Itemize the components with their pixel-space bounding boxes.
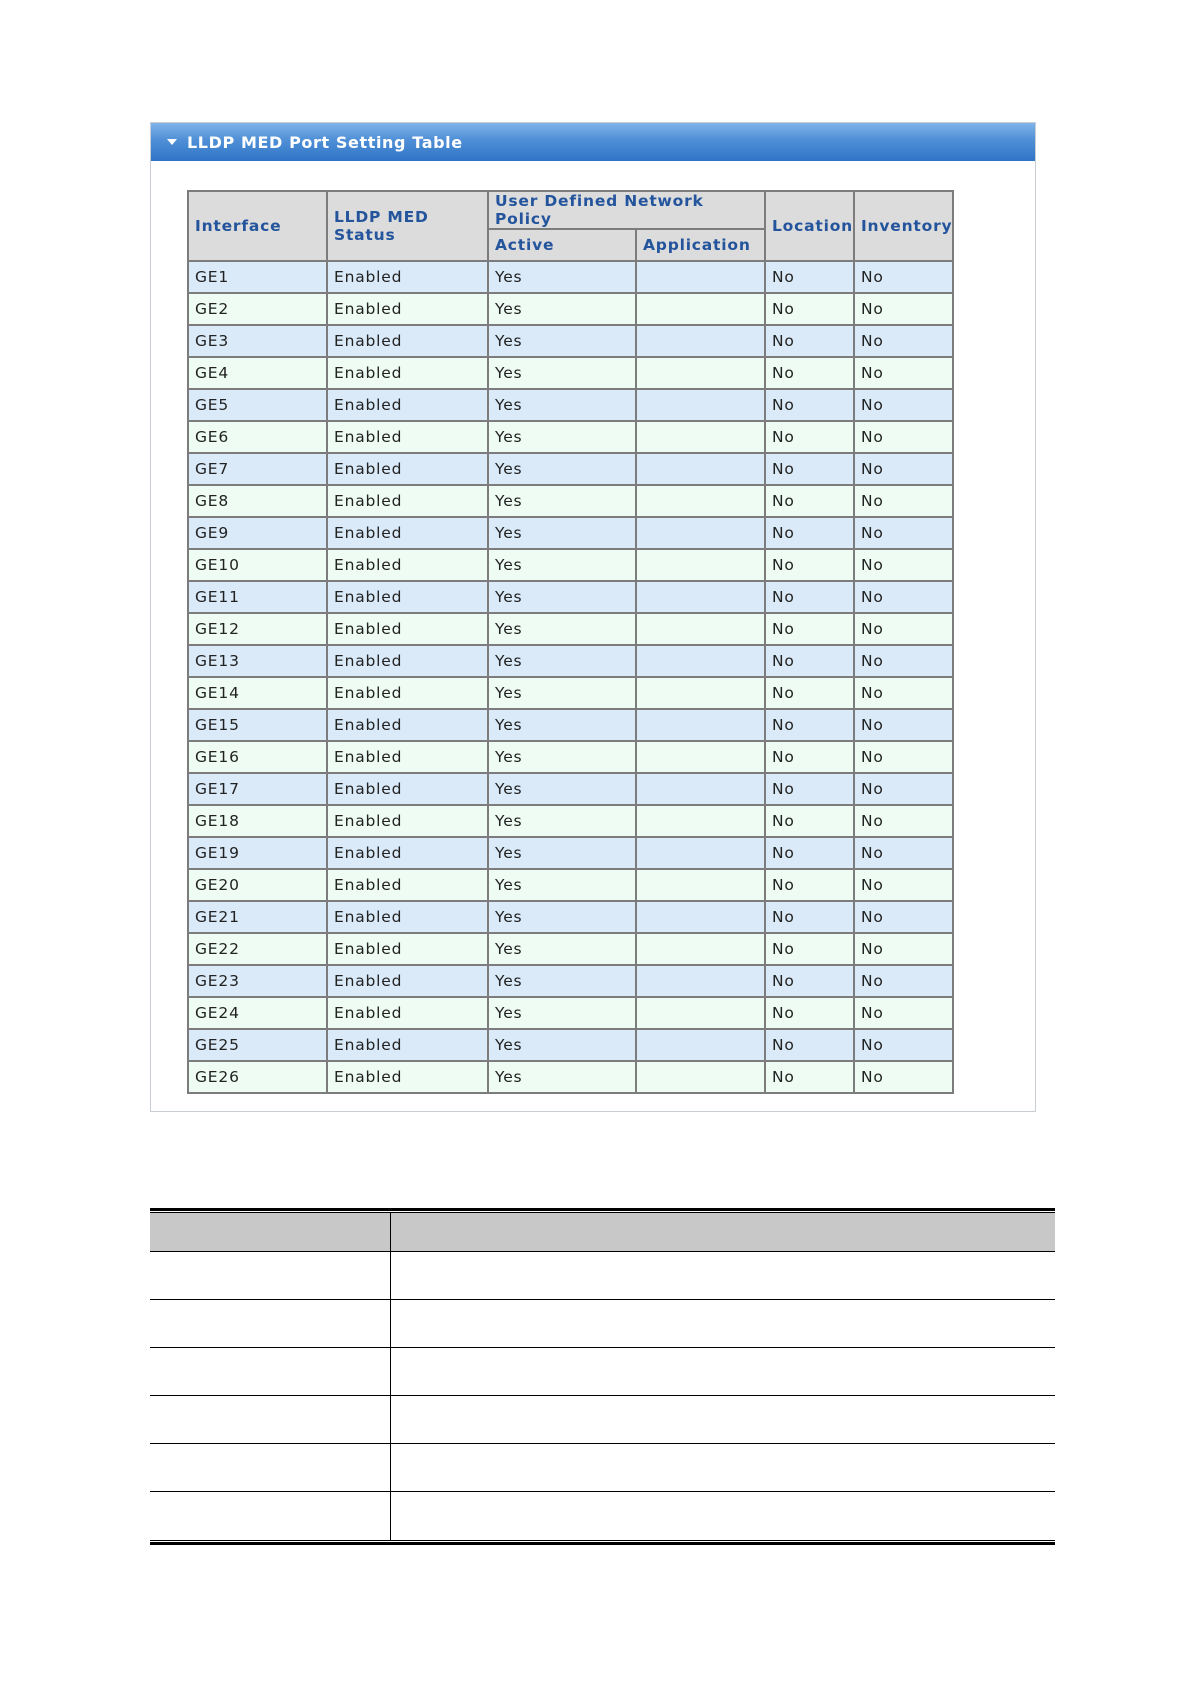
cell-location: No: [765, 389, 854, 421]
cell-location: No: [765, 773, 854, 805]
cell-interface: GE22: [188, 933, 327, 965]
cell-location: No: [765, 741, 854, 773]
lldp-med-port-setting-panel: [150, 122, 1036, 1112]
cell-status: Enabled: [327, 1029, 488, 1061]
cell-application: [636, 933, 765, 965]
table-row: [188, 421, 953, 453]
cell-active: Yes: [488, 485, 636, 517]
cell-inventory: No: [854, 709, 953, 741]
cell-inventory: No: [854, 549, 953, 581]
cell-inventory: No: [854, 805, 953, 837]
cell-inventory: No: [854, 485, 953, 517]
cell-status: Enabled: [327, 453, 488, 485]
cell-location: No: [765, 837, 854, 869]
cell-application: [636, 549, 765, 581]
cell-application: [636, 1061, 765, 1093]
cell-status: Enabled: [327, 997, 488, 1029]
cell-application: [636, 869, 765, 901]
cell-location: No: [765, 421, 854, 453]
cell-active: Yes: [488, 709, 636, 741]
cell-location: No: [765, 869, 854, 901]
cell-interface: GE8: [188, 485, 327, 517]
cell-status: Enabled: [327, 805, 488, 837]
cell-active: Yes: [488, 357, 636, 389]
table-row: [188, 901, 953, 933]
cell-location: No: [765, 453, 854, 485]
description-header: [150, 1213, 1055, 1252]
cell-active: Yes: [488, 677, 636, 709]
cell-location: No: [765, 965, 854, 997]
col-header-application: Application: [636, 229, 765, 261]
cell-application: [636, 389, 765, 421]
cell-location: No: [765, 485, 854, 517]
cell-interface: GE20: [188, 869, 327, 901]
cell-active: Yes: [488, 741, 636, 773]
table-row: [188, 645, 953, 677]
cell-active: Yes: [488, 261, 636, 293]
cell-interface: GE11: [188, 581, 327, 613]
cell-interface: GE16: [188, 741, 327, 773]
cell-location: No: [765, 357, 854, 389]
table-row: [188, 1061, 953, 1093]
table-row: [188, 677, 953, 709]
cell-location: No: [765, 901, 854, 933]
cell-location: No: [765, 293, 854, 325]
cell-active: Yes: [488, 517, 636, 549]
cell-location: No: [765, 805, 854, 837]
cell-location: No: [765, 677, 854, 709]
cell-application: [636, 677, 765, 709]
description-text-cell: [391, 1348, 1055, 1395]
cell-status: Enabled: [327, 261, 488, 293]
cell-inventory: No: [854, 677, 953, 709]
cell-active: Yes: [488, 805, 636, 837]
table-bottom-rule: [150, 1540, 1055, 1545]
cell-inventory: No: [854, 773, 953, 805]
cell-status: Enabled: [327, 485, 488, 517]
cell-active: Yes: [488, 421, 636, 453]
table-row: [188, 517, 953, 549]
cell-status: Enabled: [327, 709, 488, 741]
table-row: [188, 485, 953, 517]
description-object-cell: [150, 1252, 391, 1299]
cell-interface: GE9: [188, 517, 327, 549]
cell-status: Enabled: [327, 1061, 488, 1093]
cell-status: Enabled: [327, 645, 488, 677]
cell-inventory: No: [854, 517, 953, 549]
cell-status: Enabled: [327, 389, 488, 421]
table-row: [188, 741, 953, 773]
cell-interface: GE17: [188, 773, 327, 805]
description-text-cell: [391, 1252, 1055, 1299]
table-row: [188, 293, 953, 325]
cell-location: No: [765, 933, 854, 965]
collapse-arrow-icon[interactable]: [167, 139, 177, 145]
cell-interface: GE15: [188, 709, 327, 741]
cell-interface: GE6: [188, 421, 327, 453]
table-row: [188, 389, 953, 421]
description-row: [150, 1252, 1055, 1300]
description-object-cell: [150, 1300, 391, 1347]
cell-location: No: [765, 1029, 854, 1061]
description-object-cell: [150, 1444, 391, 1491]
cell-status: Enabled: [327, 581, 488, 613]
cell-inventory: No: [854, 357, 953, 389]
table-row: [188, 837, 953, 869]
description-text-cell: [391, 1396, 1055, 1443]
cell-status: Enabled: [327, 677, 488, 709]
table-row: [188, 709, 953, 741]
cell-application: [636, 613, 765, 645]
cell-inventory: No: [854, 261, 953, 293]
table-row: [188, 549, 953, 581]
col-header-location: Location: [765, 191, 854, 261]
cell-active: Yes: [488, 389, 636, 421]
description-table: [150, 1208, 1055, 1545]
table-row: [188, 997, 953, 1029]
cell-status: Enabled: [327, 901, 488, 933]
panel-title: LLDP MED Port Setting Table: [187, 132, 463, 152]
cell-active: Yes: [488, 1029, 636, 1061]
cell-application: [636, 357, 765, 389]
cell-interface: GE1: [188, 261, 327, 293]
description-rows: [150, 1252, 1055, 1540]
cell-location: No: [765, 645, 854, 677]
cell-location: No: [765, 581, 854, 613]
cell-status: Enabled: [327, 965, 488, 997]
table-row: [188, 357, 953, 389]
cell-application: [636, 741, 765, 773]
cell-application: [636, 773, 765, 805]
description-object-cell: [150, 1492, 391, 1540]
cell-active: Yes: [488, 293, 636, 325]
cell-active: Yes: [488, 549, 636, 581]
cell-location: No: [765, 709, 854, 741]
table-row: [188, 1029, 953, 1061]
cell-status: Enabled: [327, 549, 488, 581]
cell-location: No: [765, 325, 854, 357]
description-row: [150, 1396, 1055, 1444]
cell-location: No: [765, 997, 854, 1029]
cell-interface: GE25: [188, 1029, 327, 1061]
cell-active: Yes: [488, 869, 636, 901]
cell-inventory: No: [854, 901, 953, 933]
cell-interface: GE14: [188, 677, 327, 709]
cell-status: Enabled: [327, 837, 488, 869]
cell-inventory: No: [854, 325, 953, 357]
port-rows: [188, 261, 953, 1093]
description-row: [150, 1300, 1055, 1348]
cell-location: No: [765, 517, 854, 549]
col-header-active: Active: [488, 229, 636, 261]
cell-interface: GE10: [188, 549, 327, 581]
table-row: [188, 581, 953, 613]
cell-interface: GE3: [188, 325, 327, 357]
cell-active: Yes: [488, 581, 636, 613]
description-object-cell: [150, 1348, 391, 1395]
description-row: [150, 1348, 1055, 1396]
cell-inventory: No: [854, 453, 953, 485]
cell-application: [636, 1029, 765, 1061]
cell-interface: GE19: [188, 837, 327, 869]
description-text-cell: [391, 1492, 1055, 1540]
cell-active: Yes: [488, 453, 636, 485]
col-header-inventory: Inventory: [854, 191, 953, 261]
cell-inventory: No: [854, 613, 953, 645]
port-setting-table: [187, 190, 954, 1094]
cell-inventory: No: [854, 1061, 953, 1093]
cell-active: Yes: [488, 901, 636, 933]
cell-inventory: No: [854, 965, 953, 997]
cell-interface: GE24: [188, 997, 327, 1029]
cell-location: No: [765, 613, 854, 645]
cell-application: [636, 709, 765, 741]
cell-active: Yes: [488, 613, 636, 645]
cell-inventory: No: [854, 869, 953, 901]
cell-location: No: [765, 1061, 854, 1093]
panel-header[interactable]: [151, 123, 1035, 161]
cell-active: Yes: [488, 837, 636, 869]
col-header-network-policy: User Defined Network Policy: [488, 191, 765, 229]
description-row: [150, 1492, 1055, 1540]
cell-inventory: No: [854, 645, 953, 677]
cell-application: [636, 837, 765, 869]
cell-interface: GE23: [188, 965, 327, 997]
description-header-description: [391, 1213, 1055, 1251]
cell-inventory: No: [854, 421, 953, 453]
cell-active: Yes: [488, 965, 636, 997]
cell-inventory: No: [854, 837, 953, 869]
cell-application: [636, 645, 765, 677]
cell-interface: GE4: [188, 357, 327, 389]
table-row: [188, 933, 953, 965]
table-row: [188, 453, 953, 485]
cell-status: Enabled: [327, 517, 488, 549]
cell-inventory: No: [854, 997, 953, 1029]
cell-active: Yes: [488, 325, 636, 357]
cell-application: [636, 293, 765, 325]
cell-inventory: No: [854, 293, 953, 325]
description-text-cell: [391, 1300, 1055, 1347]
description-header-object: [150, 1213, 391, 1251]
cell-application: [636, 901, 765, 933]
cell-application: [636, 325, 765, 357]
cell-location: No: [765, 261, 854, 293]
cell-interface: GE2: [188, 293, 327, 325]
cell-inventory: No: [854, 389, 953, 421]
cell-application: [636, 485, 765, 517]
cell-inventory: No: [854, 581, 953, 613]
col-header-interface: Interface: [188, 191, 327, 261]
cell-status: Enabled: [327, 933, 488, 965]
cell-inventory: No: [854, 1029, 953, 1061]
description-text-cell: [391, 1444, 1055, 1491]
cell-interface: GE18: [188, 805, 327, 837]
cell-interface: GE7: [188, 453, 327, 485]
cell-status: Enabled: [327, 741, 488, 773]
cell-location: No: [765, 549, 854, 581]
table-row: [188, 325, 953, 357]
table-row: [188, 613, 953, 645]
cell-interface: GE21: [188, 901, 327, 933]
cell-status: Enabled: [327, 421, 488, 453]
table-row: [188, 869, 953, 901]
cell-status: Enabled: [327, 293, 488, 325]
cell-status: Enabled: [327, 613, 488, 645]
description-object-cell: [150, 1396, 391, 1443]
cell-application: [636, 965, 765, 997]
cell-application: [636, 517, 765, 549]
cell-inventory: No: [854, 741, 953, 773]
cell-interface: GE5: [188, 389, 327, 421]
cell-interface: GE26: [188, 1061, 327, 1093]
cell-active: Yes: [488, 933, 636, 965]
table-row: [188, 773, 953, 805]
cell-application: [636, 997, 765, 1029]
cell-active: Yes: [488, 645, 636, 677]
cell-interface: GE13: [188, 645, 327, 677]
cell-status: Enabled: [327, 869, 488, 901]
cell-interface: GE12: [188, 613, 327, 645]
cell-status: Enabled: [327, 325, 488, 357]
cell-application: [636, 453, 765, 485]
cell-active: Yes: [488, 773, 636, 805]
cell-active: Yes: [488, 1061, 636, 1093]
col-header-med-status: LLDP MED Status: [327, 191, 488, 261]
cell-application: [636, 261, 765, 293]
cell-active: Yes: [488, 997, 636, 1029]
description-row: [150, 1444, 1055, 1492]
table-row: [188, 805, 953, 837]
cell-status: Enabled: [327, 773, 488, 805]
table-row: [188, 261, 953, 293]
cell-status: Enabled: [327, 357, 488, 389]
cell-inventory: No: [854, 933, 953, 965]
cell-application: [636, 421, 765, 453]
cell-application: [636, 581, 765, 613]
cell-application: [636, 805, 765, 837]
table-row: [188, 965, 953, 997]
